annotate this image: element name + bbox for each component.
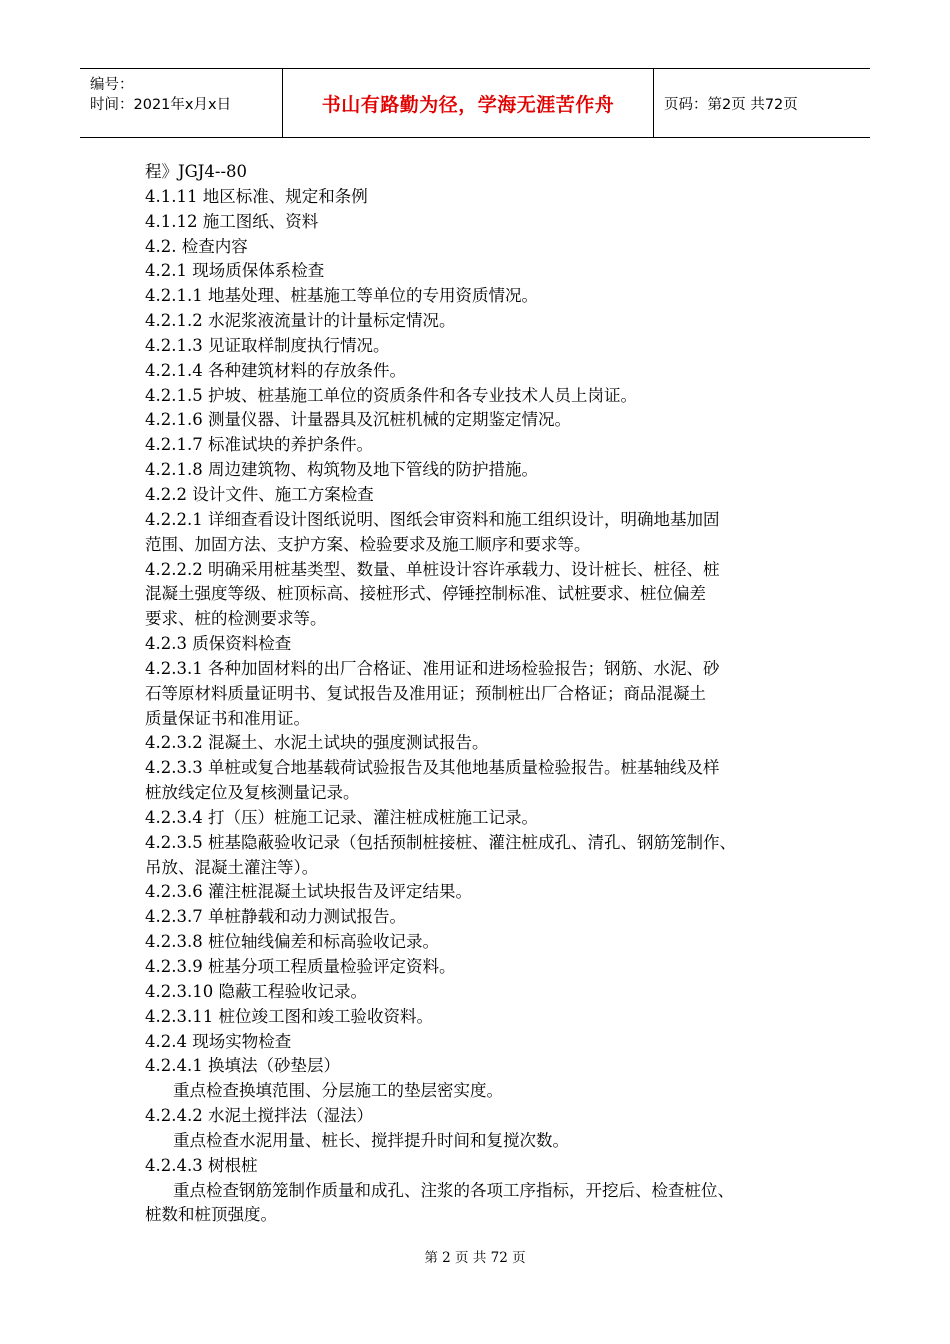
text-line: 4.2.3.4 打（压）桩施工记录、灌注桩成桩施工记录。 bbox=[145, 807, 538, 827]
text-line: 4.1.12 施工图纸、资料 bbox=[145, 211, 319, 231]
document-date: 时间：2021年x月x日 bbox=[90, 97, 232, 113]
document-body bbox=[145, 160, 825, 1228]
text-line: 4.2.1 现场质保体系检查 bbox=[145, 261, 325, 281]
text-line: 桩放线定位及复核测量记录。 bbox=[145, 783, 360, 803]
text-line: 重点检查钢筋笼制作质量和成孔、注浆的各项工序指标，开挖后、检查桩位、 bbox=[173, 1180, 734, 1200]
text-line: 4.2.1.8 周边建筑物、构筑物及地下管线的防护措施。 bbox=[145, 460, 538, 480]
text-line: 混凝土强度等级、桩顶标高、接桩形式、停锤控制标准、试桩要求、桩位偏差 bbox=[145, 584, 706, 604]
text-line: 4.2.3.1 各种加固材料的出厂合格证、准用证和进场检验报告；钢筋、水泥、砂 bbox=[145, 658, 720, 678]
text-line: 4.2.3.2 混凝土、水泥土试块的强度测试报告。 bbox=[145, 733, 489, 753]
text-line: 4.2.1.2 水泥浆液流量计的计量标定情况。 bbox=[145, 311, 456, 331]
text-line: 4.2.3.8 桩位轴线偏差和标高验收记录。 bbox=[145, 932, 439, 952]
header-page-info: 页码：第2页 共72页 bbox=[664, 96, 798, 113]
text-line: 吊放、混凝土灌注等）。 bbox=[145, 857, 319, 877]
text-line: 4.2.1.6 测量仪器、计量器具及沉桩机械的定期鉴定情况。 bbox=[145, 410, 571, 430]
text-line: 重点检查水泥用量、桩长、搅拌提升时间和复搅次数。 bbox=[173, 1130, 569, 1150]
text-line: 4.2.1.1 地基处理、桩基施工等单位的专用资质情况。 bbox=[145, 286, 538, 306]
text-line: 4.2.3.6 灌注桩混凝土试块报告及评定结果。 bbox=[145, 882, 472, 902]
text-line: 4.2.4.1 换填法（砂垫层） bbox=[145, 1056, 340, 1076]
text-line: 重点检查换填范围、分层施工的垫层密实度。 bbox=[173, 1081, 503, 1101]
text-line: 桩数和桩顶强度。 bbox=[145, 1205, 277, 1225]
text-line: 4.2.3 质保资料检查 bbox=[145, 634, 292, 654]
text-line: 4.2.3.11 桩位竣工图和竣工验收资料。 bbox=[145, 1006, 433, 1026]
header-motto: 书山有路勤为径，学海无涯苦作舟 bbox=[283, 69, 654, 137]
text-line: 范围、加固方法、支护方案、检验要求及施工顺序和要求等。 bbox=[145, 534, 591, 554]
text-line: 4.2. 检查内容 bbox=[145, 236, 248, 256]
text-line: 4.2.3.3 单桩或复合地基载荷试验报告及其他地基质量检验报告。桩基轴线及样 bbox=[145, 758, 720, 778]
text-line: 4.2.2.1 详细查看设计图纸说明、图纸会审资料和施工组织设计，明确地基加固 bbox=[145, 509, 720, 529]
document-number: 编号： bbox=[90, 77, 134, 93]
text-line: 4.2.1.5 护坡、桩基施工单位的资质条件和各专业技术人员上岗证。 bbox=[145, 385, 637, 405]
text-line: 4.2.2 设计文件、施工方案检查 bbox=[145, 484, 374, 504]
text-line: 质量保证书和准用证。 bbox=[145, 708, 310, 728]
text-line: 4.2.3.9 桩基分项工程质量检验评定资料。 bbox=[145, 957, 456, 976]
text-line: 程》JGJ4--80 bbox=[145, 162, 248, 181]
text-line: 4.2.3.5 桩基隐蔽验收记录（包括预制桩接桩、灌注桩成孔、清孔、钢筋笼制作、 bbox=[145, 832, 736, 852]
text-line: 4.2.4.2 水泥土搅拌法（湿法） bbox=[145, 1106, 373, 1126]
text-line: 4.2.3.10 隐蔽工程验收记录。 bbox=[145, 981, 367, 1001]
text-line: 4.1.11 地区标准、规定和条例 bbox=[145, 186, 368, 206]
text-line: 4.2.1.3 见证取样制度执行情况。 bbox=[145, 335, 390, 355]
text-line: 4.2.1.7 标准试块的养护条件。 bbox=[145, 435, 373, 455]
text-line: 石等原材料质量证明书、复试报告及准用证；预制桩出厂合格证；商品混凝土 bbox=[145, 683, 706, 703]
header-meta bbox=[80, 69, 283, 137]
page-header bbox=[80, 68, 870, 138]
text-line: 4.2.2.2 明确采用桩基类型、数量、单桩设计容许承载力、设计桩长、桩径、桩 bbox=[145, 559, 720, 579]
page-footer: 第 2 页 共 72 页 bbox=[424, 1250, 526, 1266]
text-line: 4.2.3.7 单桩静载和动力测试报告。 bbox=[145, 907, 406, 927]
text-line: 要求、桩的检测要求等。 bbox=[145, 609, 327, 629]
text-line: 4.2.4.3 树根桩 bbox=[145, 1155, 258, 1175]
text-line: 4.2.1.4 各种建筑材料的存放条件。 bbox=[145, 360, 406, 380]
text-line: 4.2.4 现场实物检查 bbox=[145, 1031, 292, 1051]
